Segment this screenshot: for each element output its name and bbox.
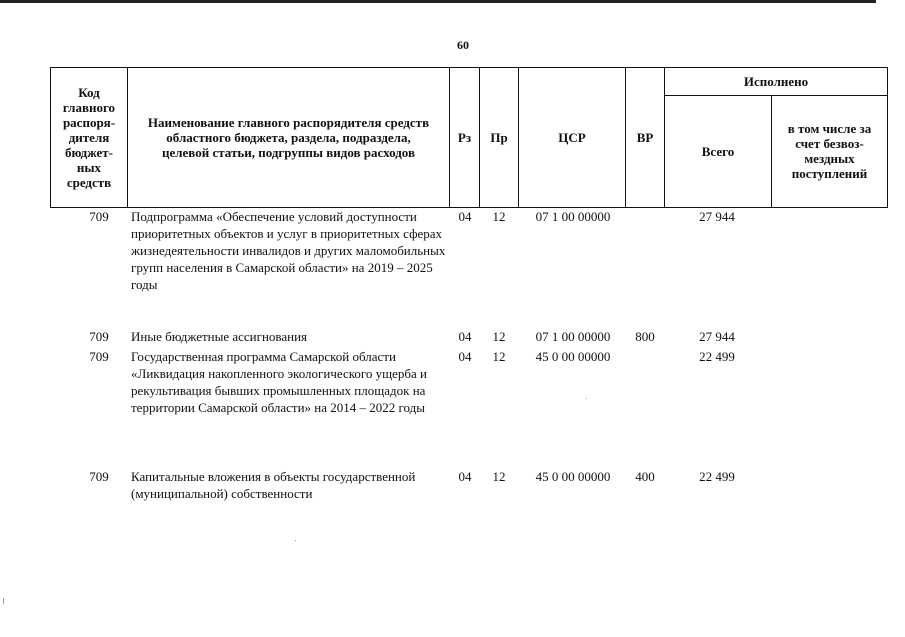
header-rz: Рз	[449, 67, 480, 208]
table-row-code: 709	[89, 469, 109, 484]
table-row-name: Подпрограмма «Обеспечение условий доступности приоритетных объектов и услуг в приоритетных сферах жизнедеятельности инвалидов и других маломобильных групп населения в Самарской области» на 2019 – 2025 годы	[131, 209, 446, 292]
table-row-csr: 45 0 00 00000	[535, 349, 611, 364]
page-number: 60	[457, 38, 469, 52]
scan-speck	[295, 540, 296, 541]
scan-speck	[3, 598, 4, 604]
table-row-pr: 12	[492, 209, 506, 224]
header-vr: ВР	[625, 67, 665, 208]
table-row-rz: 04	[458, 329, 472, 344]
table-row-csr: 07 1 00 00000	[535, 329, 611, 344]
scan-speck	[586, 398, 587, 399]
header-gratuitous: в том числе за счет безвоз-мездных поступлений	[771, 95, 888, 208]
table-row-rz: 04	[458, 209, 472, 224]
table-row-code: 709	[89, 349, 109, 364]
table-row-pr: 12	[492, 349, 506, 364]
table-row-rz: 04	[458, 349, 472, 364]
table-row-name: Иные бюджетные ассигнования	[131, 329, 308, 344]
header-csr: ЦСР	[518, 67, 626, 208]
table-row-total: 22 499	[699, 349, 735, 364]
header-code: Код главного распоря-дителя бюджет-ных средств	[50, 67, 128, 208]
table-row-total: 22 499	[699, 469, 735, 484]
table-row-rz: 04	[458, 469, 472, 484]
header-executed: Исполнено	[664, 67, 888, 96]
header-name: Наименование главного распорядителя средств областного бюджета, раздела, подраздела, целевой статьи, подгруппы видов расходов	[127, 67, 450, 208]
table-row-total: 27 944	[699, 329, 735, 344]
table-row-vr: 800	[635, 329, 655, 344]
page-top-rule	[0, 0, 876, 3]
table-row-code: 709	[89, 329, 109, 344]
table-row-name: Государственная программа Самарской области «Ликвидация накопленного экологического ущерба и рекультивация бывших промышленных площадок на территории Самарской области» на 2014 – 2022 годы	[131, 349, 428, 415]
table-row-csr: 07 1 00 00000	[535, 209, 611, 224]
table-row-code: 709	[89, 209, 109, 224]
table-row-pr: 12	[492, 329, 506, 344]
table-row-csr: 45 0 00 00000	[535, 469, 611, 484]
table-row-total: 27 944	[699, 209, 735, 224]
header-total: Всего	[664, 95, 772, 208]
table-row-vr: 400	[635, 469, 655, 484]
header-pr: Пр	[479, 67, 519, 208]
table-row-name: Капитальные вложения в объекты государственной (муниципальной) собственности	[131, 469, 416, 501]
table-row-pr: 12	[492, 469, 506, 484]
